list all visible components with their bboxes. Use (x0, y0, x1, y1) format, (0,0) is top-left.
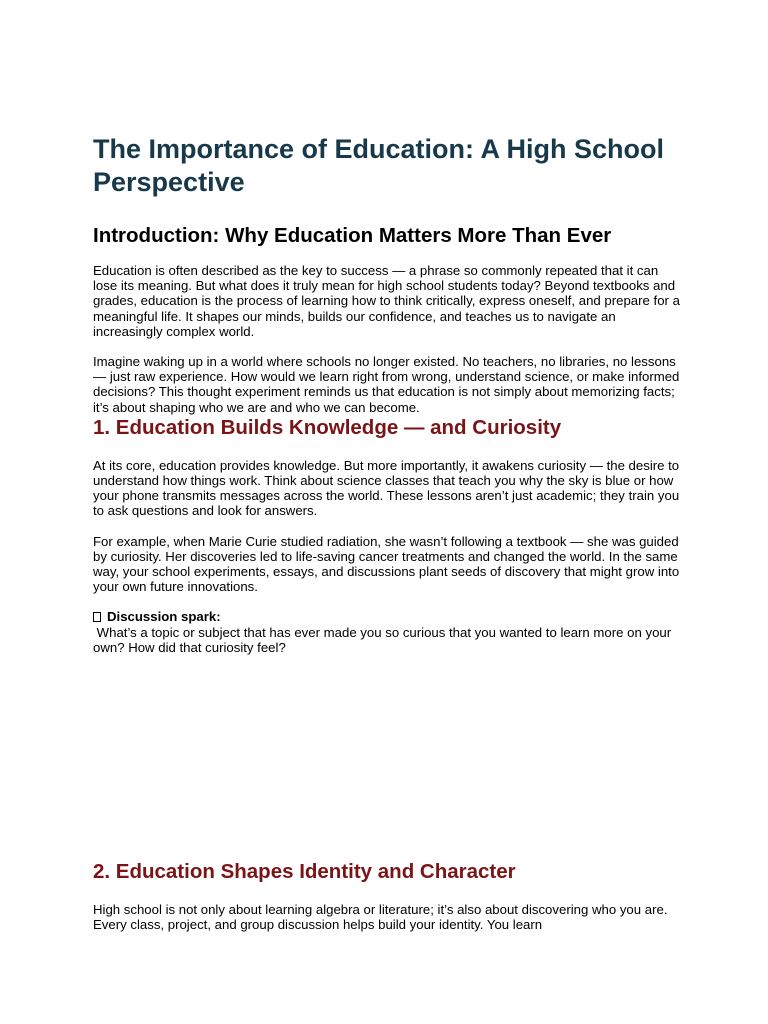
section-2-heading: 2. Education Shapes Identity and Character (93, 860, 516, 883)
missing-glyph-box-icon (93, 612, 101, 622)
document-page (93, 133, 683, 655)
intro-paragraph-2: Imagine waking up in a world where schools no longer existed. No teachers, no libraries, no lessons — just raw experience. How would we learn right from wrong, understand science, or make informed decisions? This thought experiment reminds us that education is not simply about memorizing facts; it’s about shaping who we are and who we can become. (93, 354, 680, 415)
discussion-spark-label-line (93, 609, 683, 624)
discussion-spark-text: What’s a topic or subject that has ever made you so curious that you wanted to learn more on your own? How did that curiosity feel? (93, 624, 675, 655)
section-2-paragraph-1: High school is not only about learning algebra or literature; it’s also about discovering who you are. Every class, project, and group discussion helps build your identity. You learn (93, 902, 668, 933)
section-1-paragraph-1: At its core, education provides knowledge. But more importantly, it awakens curiosity — the desire to understand how things work. Think about science classes that teach you why the sky is blue or how your phone transmits messages across the world. These lessons aren’t just academic; they train you to ask questions and look for answers. (93, 457, 680, 519)
intro-paragraph-1: Education is often described as the key to success — a phrase so commonly repeated that it can lose its meaning. But what does it truly mean for high school students today? Beyond textbooks and grades, education is the process of learning how to think critically, express oneself, and prepare for a meaningful life. It shapes our minds, builds our confidence, and teaches us to navigate an increasingly complex world. (93, 263, 680, 339)
intro-heading: Introduction: Why Education Matters More Than Ever (93, 224, 612, 247)
section-1-paragraph-2: For example, when Marie Curie studied radiation, she wasn’t following a textbook — she was guided by curiosity. Her discoveries led to life-saving cancer treatments and changed the world. In the same way, your school experiments, essays, and discussions plant seeds of discovery that might grow into your own future innovations. (93, 533, 680, 595)
document-title: The Importance of Education: A High School Perspective (93, 134, 665, 197)
section-1-heading: 1. Education Builds Knowledge — and Curiosity (93, 415, 562, 439)
discussion-spark (93, 609, 683, 655)
discussion-spark-label: Discussion spark: (107, 609, 221, 625)
section-2 (93, 859, 683, 932)
